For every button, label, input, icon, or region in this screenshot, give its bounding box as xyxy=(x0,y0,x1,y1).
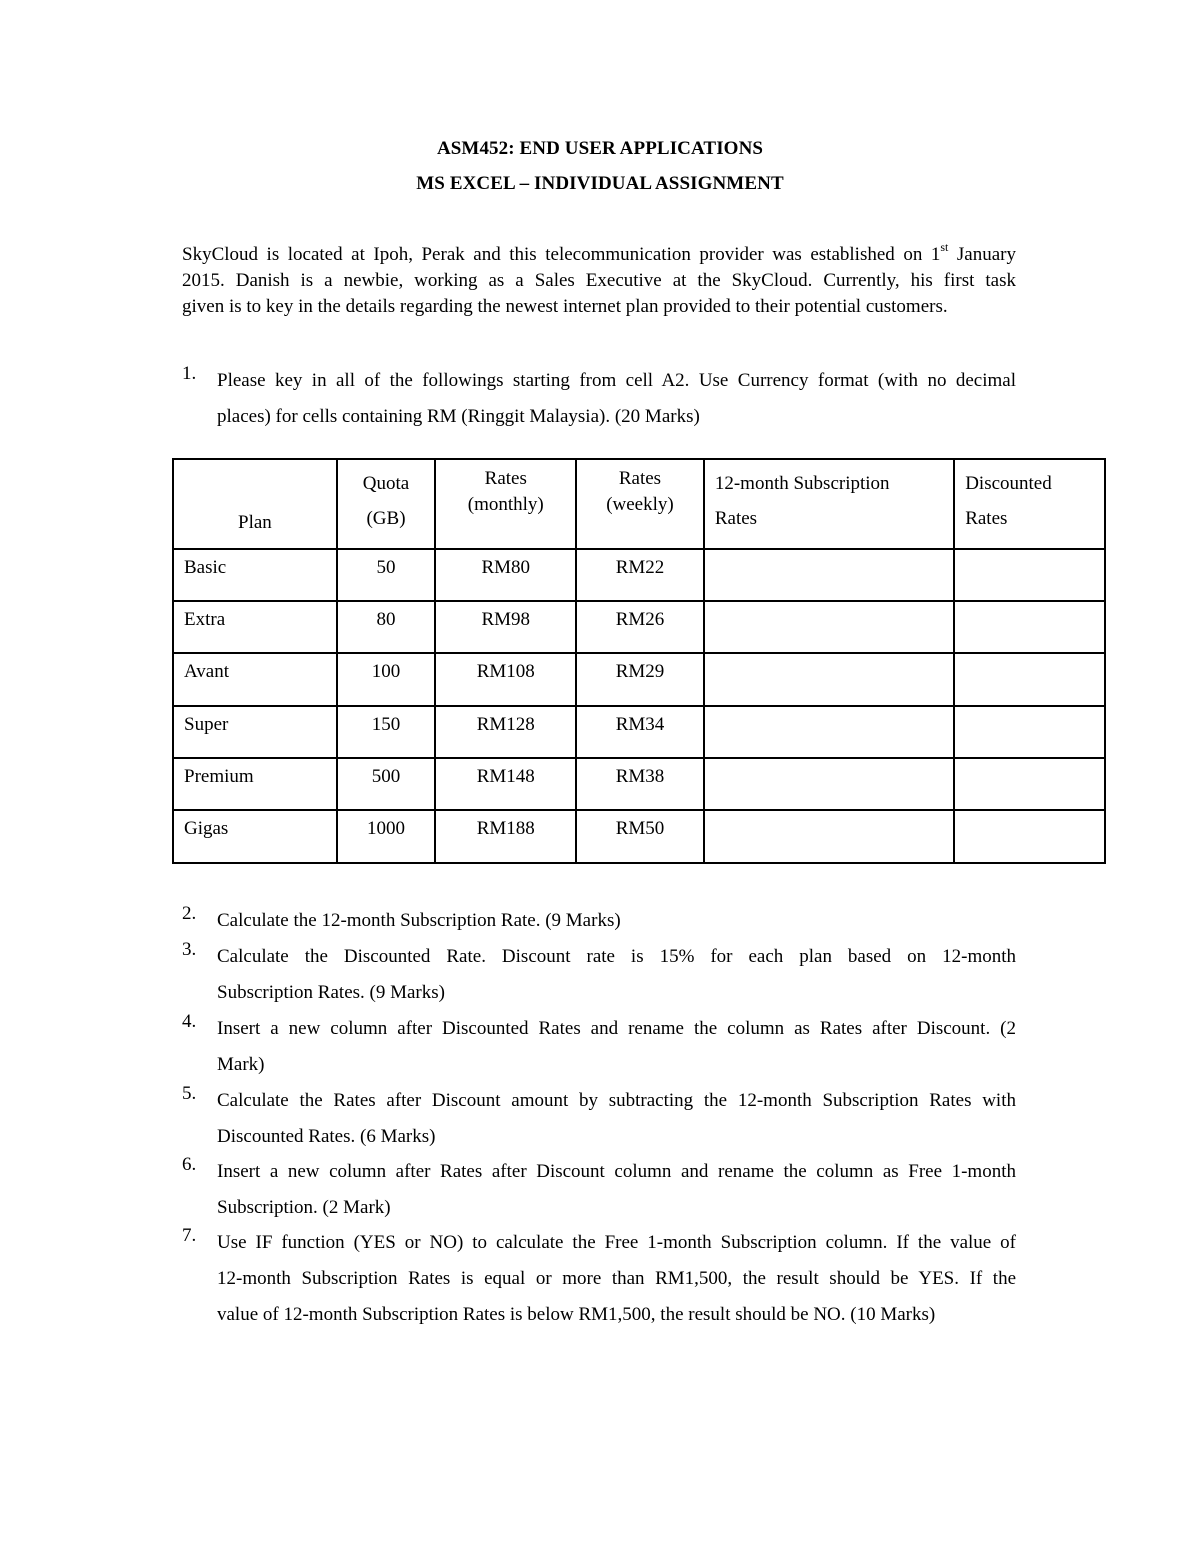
table-row xyxy=(173,601,1105,653)
cell-quota-value: 80 xyxy=(376,609,396,630)
question-7 xyxy=(182,1225,1016,1333)
cell-plan xyxy=(173,653,337,706)
cell-rates-monthly xyxy=(435,653,576,706)
header-subscription-label: 12-month Subscription xyxy=(714,473,890,494)
cell-rates-weekly xyxy=(576,706,704,758)
cell-rates-monthly-value: RM148 xyxy=(476,766,535,787)
cell-plan xyxy=(173,758,337,810)
cell-rates-monthly-value: RM80 xyxy=(481,557,531,578)
cell-subscription-rates xyxy=(704,653,954,706)
cell-plan xyxy=(173,810,337,863)
question-1 xyxy=(182,363,1016,435)
header-rates-weekly-period: (weekly) xyxy=(606,494,674,515)
table-row xyxy=(173,549,1105,601)
cell-rates-weekly xyxy=(576,810,704,863)
header-discounted-rates xyxy=(954,459,1105,549)
cell-plan xyxy=(173,549,337,601)
cell-rates-monthly xyxy=(435,810,576,863)
cell-rates-weekly xyxy=(576,601,704,653)
question-3 xyxy=(182,939,1016,1011)
question-line: places) for cells containing RM (Ringgit Malaysia). (20 Marks) xyxy=(217,406,700,427)
cell-subscription-rates-value xyxy=(705,707,953,714)
cell-quota xyxy=(337,549,436,601)
cell-discounted-rates-value xyxy=(955,759,1104,766)
question-line: value of 12-month Subscription Rates is below RM1,500, the result should be NO. (10 Marks) xyxy=(217,1304,936,1325)
cell-rates-weekly-value: RM38 xyxy=(615,766,665,787)
question-line: 12-month Subscription Rates is equal or more than RM1,500, the result should be YES. If the xyxy=(217,1268,1016,1289)
cell-plan-value: Premium xyxy=(184,766,254,787)
intro-paragraph xyxy=(182,239,1016,320)
document-title: ASM452: END USER APPLICATIONS xyxy=(436,138,764,159)
question-body xyxy=(217,1154,1016,1226)
table-row xyxy=(173,810,1105,863)
question-body xyxy=(217,363,1016,435)
question-line: Calculate the 12-month Subscription Rate. (9 Marks) xyxy=(217,910,621,931)
cell-rates-weekly-value: RM50 xyxy=(615,818,665,839)
cell-quota xyxy=(337,758,436,810)
cell-discounted-rates-value xyxy=(955,811,1104,818)
intro-line-3: given is to key in the details regarding the newest internet plan provided to their potential customers. xyxy=(182,296,948,317)
header-rates-weekly xyxy=(576,459,704,549)
cell-quota xyxy=(337,706,436,758)
cell-subscription-rates xyxy=(704,706,954,758)
cell-subscription-rates xyxy=(704,549,954,601)
cell-discounted-rates xyxy=(954,810,1105,863)
header-quota-unit: (GB) xyxy=(366,508,406,529)
cell-rates-weekly xyxy=(576,653,704,706)
cell-plan-value: Extra xyxy=(184,609,226,630)
question-number: 2. xyxy=(182,903,197,924)
question-line: Mark) xyxy=(217,1054,265,1075)
cell-quota xyxy=(337,653,436,706)
cell-plan-value: Basic xyxy=(184,557,227,578)
question-line: Insert a new column after Discounted Rates and rename the column as Rates after Discount. (2 xyxy=(217,1018,1016,1039)
intro-line-1 xyxy=(182,239,1016,268)
question-number: 4. xyxy=(182,1011,197,1032)
cell-discounted-rates-value xyxy=(955,550,1104,557)
cell-plan-value: Avant xyxy=(184,661,230,682)
cell-discounted-rates xyxy=(954,758,1105,810)
cell-discounted-rates xyxy=(954,601,1105,653)
question-line: Subscription Rates. (9 Marks) xyxy=(217,982,445,1003)
cell-quota-value: 500 xyxy=(371,766,401,787)
intro-text: SkyCloud is located at Ipoh, Perak and this telecommunication provider was established on 1 xyxy=(182,244,941,265)
header-plan xyxy=(173,459,337,549)
cell-rates-monthly-value: RM98 xyxy=(481,609,531,630)
cell-rates-monthly xyxy=(435,706,576,758)
table-row xyxy=(173,758,1105,810)
cell-discounted-rates xyxy=(954,653,1105,706)
cell-subscription-rates-value xyxy=(705,550,953,557)
cell-quota xyxy=(337,810,436,863)
table-header-row xyxy=(173,459,1105,549)
header-quota xyxy=(337,459,436,549)
header-plan-label: Plan xyxy=(238,512,272,533)
question-5 xyxy=(182,1083,1016,1155)
question-4 xyxy=(182,1011,1016,1083)
question-body xyxy=(217,939,1016,1011)
question-body xyxy=(217,903,1016,939)
question-line: Discounted Rates. (6 Marks) xyxy=(217,1126,436,1147)
cell-discounted-rates-value xyxy=(955,654,1104,661)
header-subscription-label-2: Rates xyxy=(714,508,758,529)
question-line: Calculate the Rates after Discount amount by subtracting the 12-month Subscription Rates with xyxy=(217,1090,1016,1111)
question-number: 7. xyxy=(182,1225,197,1246)
cell-discounted-rates-value xyxy=(955,707,1104,714)
cell-rates-weekly-value: RM34 xyxy=(615,714,665,735)
cell-rates-weekly-value: RM29 xyxy=(615,661,665,682)
cell-quota-value: 1000 xyxy=(367,818,405,839)
cell-quota-value: 100 xyxy=(371,661,401,682)
header-discounted-label: Discounted xyxy=(965,473,1052,494)
cell-plan-value: Super xyxy=(184,714,229,735)
cell-rates-weekly-value: RM26 xyxy=(615,609,665,630)
cell-plan xyxy=(173,706,337,758)
question-number: 3. xyxy=(182,939,197,960)
header-quota-label: Quota xyxy=(362,473,410,494)
question-6 xyxy=(182,1154,1016,1226)
cell-discounted-rates xyxy=(954,549,1105,601)
question-line: Calculate the Discounted Rate. Discount rate is 15% for each plan based on 12-month xyxy=(217,946,1016,967)
cell-rates-monthly xyxy=(435,549,576,601)
question-number: 6. xyxy=(182,1154,197,1175)
cell-quota-value: 50 xyxy=(376,557,396,578)
question-body xyxy=(217,1011,1016,1083)
cell-rates-weekly-value: RM22 xyxy=(615,557,665,578)
question-body xyxy=(217,1083,1016,1155)
cell-quota-value: 150 xyxy=(371,714,401,735)
question-number: 5. xyxy=(182,1083,197,1104)
cell-rates-monthly xyxy=(435,758,576,810)
intro-line-2: 2015. Danish is a newbie, working as a Sales Executive at the SkyCloud. Currently, his first task xyxy=(182,270,1016,291)
question-body xyxy=(217,1225,1016,1333)
cell-subscription-rates xyxy=(704,601,954,653)
header-subscription-rates xyxy=(704,459,954,549)
cell-rates-weekly xyxy=(576,758,704,810)
cell-subscription-rates-value xyxy=(705,759,953,766)
cell-rates-monthly-value: RM188 xyxy=(476,818,535,839)
header-discounted-label-2: Rates xyxy=(965,508,1008,529)
cell-subscription-rates-value xyxy=(705,654,953,661)
header-rates-monthly xyxy=(435,459,576,549)
cell-discounted-rates xyxy=(954,706,1105,758)
question-number: 1. xyxy=(182,363,197,384)
cell-subscription-rates-value xyxy=(705,811,953,818)
header-rates-monthly-label: Rates xyxy=(484,468,527,489)
cell-rates-monthly-value: RM108 xyxy=(476,661,535,682)
header-rates-weekly-label: Rates xyxy=(618,468,662,489)
cell-rates-monthly xyxy=(435,601,576,653)
header-rates-monthly-period: (monthly) xyxy=(467,494,544,515)
question-line: Please key in all of the followings starting from cell A2. Use Currency format (with no decimal xyxy=(217,370,1016,391)
cell-subscription-rates-value xyxy=(705,602,953,609)
question-line: Subscription. (2 Mark) xyxy=(217,1197,391,1218)
table-row xyxy=(173,706,1105,758)
cell-rates-monthly-value: RM128 xyxy=(476,714,535,735)
cell-subscription-rates xyxy=(704,758,954,810)
cell-subscription-rates xyxy=(704,810,954,863)
question-2 xyxy=(182,903,1016,939)
table-row xyxy=(173,653,1105,706)
ordinal-suffix: st xyxy=(940,239,949,254)
cell-rates-weekly xyxy=(576,549,704,601)
cell-quota xyxy=(337,601,436,653)
intro-text: January xyxy=(948,244,1016,265)
cell-discounted-rates-value xyxy=(955,602,1104,609)
cell-plan-value: Gigas xyxy=(184,818,229,839)
document-subtitle: MS EXCEL – INDIVIDUAL ASSIGNMENT xyxy=(416,173,784,194)
question-line: Use IF function (YES or NO) to calculate the Free 1-month Subscription column. If the value of xyxy=(217,1232,1016,1253)
question-line: Insert a new column after Rates after Discount column and rename the column as Free 1-month xyxy=(217,1161,1016,1182)
cell-plan xyxy=(173,601,337,653)
internet-plan-table xyxy=(172,458,1106,864)
